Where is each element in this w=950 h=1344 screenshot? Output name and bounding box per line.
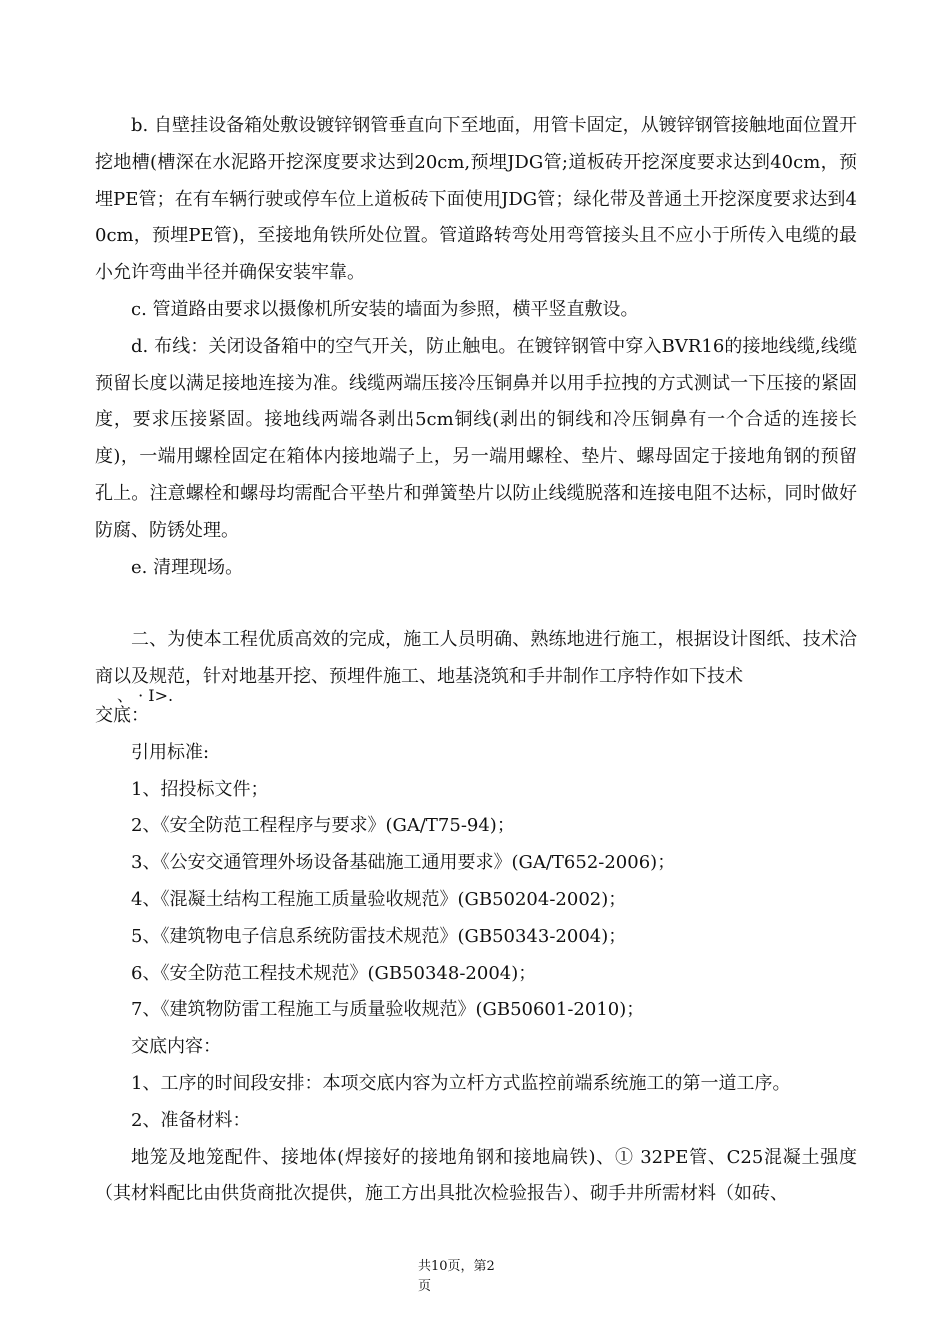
paragraph-d: d. 布线：关闭设备箱中的空气开关，防止触电。在镀锌钢管中穿入BVR16的接地线缆,线缆预留长度以满足接地连接为准。线缆两端压接冷压铜鼻并以用手拉拽的方式测试一下压接的紧固度，要求压接紧固。接地线两端各剥出5cm铜线(剥出的铜线和冷压铜鼻有一个合适的连接长度)，一端用螺栓固定在箱体内接地端子上，另一端用螺栓、垫片、螺母固定于接地角钢的预留孔上。注意螺栓和螺母均需配合平垫片和弹簧垫片以防止线缆脱落和连接电阻不达标，同时做好防腐、防锈处理。 [95, 335, 857, 541]
standard-item: 6、《安全防范工程技术规范》(GB50348-2004)； [131, 962, 537, 984]
standard-item: 3、《公安交通管理外场设备基础施工通用要求》(GA/T652-2006)； [131, 852, 676, 874]
materials-paragraph: 地笼及地笼配件、接地体(焊接好的接地角钢和接地扁铁)、① 32PE管、C25混凝土强度（其材料配比由供货商批次提供，施工方出具批次检验报告）、砌手井所需材料（如砖、 [95, 1146, 857, 1205]
page-number-line1: 共10页，第2 [418, 1259, 495, 1274]
section-2-intro: 二、为使本工程优质高效的完成，施工人员明确、熟练地进行施工，根据设计图纸、技术洽商以及规范，针对地基开挖、预埋件施工、地基浇筑和手井制作工序特作如下技术 [95, 629, 857, 688]
standards-heading: 引用标准: [131, 741, 210, 763]
scan-artifact-text: 、 · I>. [117, 685, 174, 705]
standard-item: 5、《建筑物电子信息系统防雷技术规范》(GB50343-2004)； [131, 925, 627, 947]
paragraph-b: b. 自壁挂设备箱处敷设镀锌钢管垂直向下至地面，用管卡固定，从镀锌钢管接触地面位置开挖地槽(槽深在水泥路开挖深度要求达到20cm,预埋JDG管;道板砖开挖深度要求达到40cm，预埋PE管；在有车辆行驶或停车位上道板砖下面使用JDG管；绿化带及普通土开挖深度要求达到40cm，预埋PE管)，至接地角铁所处位置。管道路转弯处用弯管接头且不应小于所传入电缆的最小允许弯曲半径并确保安装牢靠。 [95, 115, 857, 284]
standard-item: 2、《安全防范工程程序与要求》(GA/T75-94)； [131, 815, 515, 837]
section-2-intro-end: 交底： [95, 704, 149, 726]
page-number-line2: 页 [418, 1279, 432, 1294]
standard-item: 1、招投标文件； [131, 778, 269, 800]
paragraph-e: e. 清理现场。 [131, 556, 244, 578]
paragraph-c: c. 管道路由要求以摄像机所安装的墙面为参照，横平竖直敷设。 [131, 298, 639, 320]
content-heading: 交底内容： [131, 1036, 221, 1058]
standard-item: 7、《建筑物防雷工程施工与质量验收规范》(GB50601-2010)； [131, 999, 645, 1021]
page-footer [400, 1257, 568, 1297]
content-item: 1、工序的时间段安排：本项交底内容为立杆方式监控前端系统施工的第一道工序。 [131, 1072, 791, 1094]
body-text [95, 108, 857, 1213]
content-item: 2、准备材料： [131, 1109, 251, 1131]
standard-item: 4、《混凝土结构工程施工质量验收规范》(GB50204-2002)； [131, 888, 627, 910]
